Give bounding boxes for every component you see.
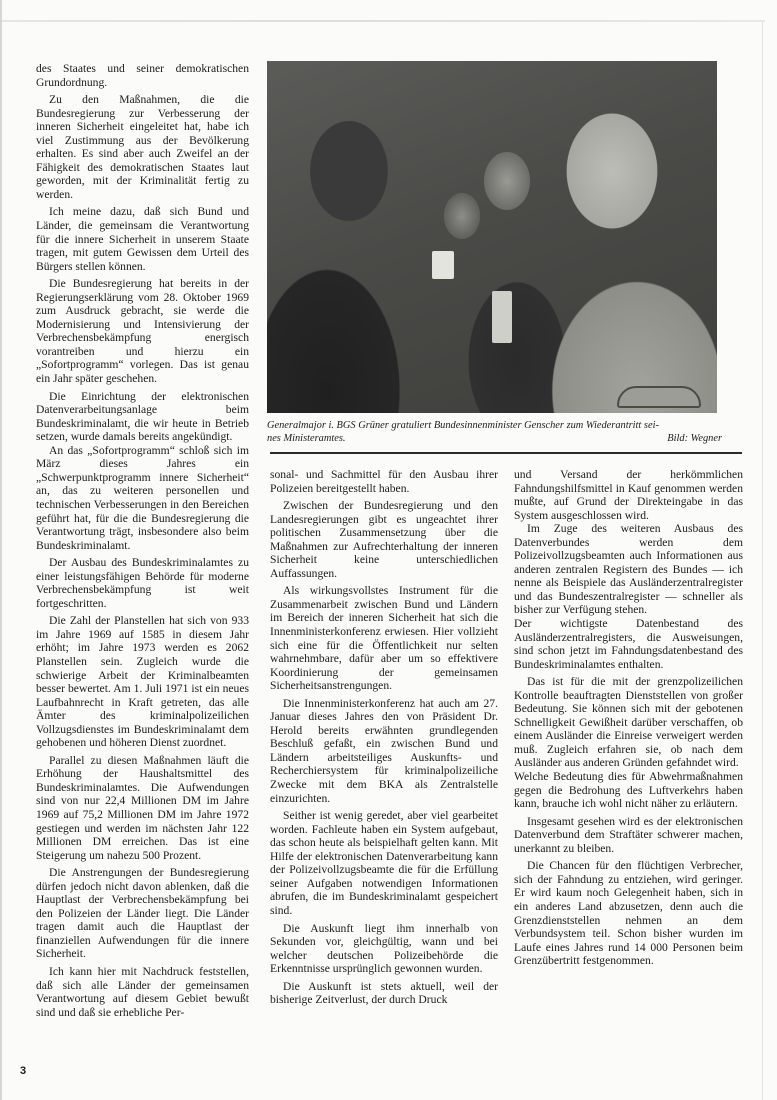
- column-middle: [270, 468, 498, 1011]
- paragraph: Die Bundesregierung hat bereits in der Regierungserklärung vom 28. Oktober 1969 zum Ausdruck gebracht, sie werde die Modernisierung und Intensivierung der Verbrechensbekämpfung energisch vorantreiben und hierzu ein „Sofortprogramm“ vorlegen. Das ist genau ein Jahr später geschehen.: [36, 277, 249, 386]
- paragraph: Die Anstrengungen der Bundesregierung dürfen jedoch nicht davon ablenken, daß die Hauptlast der Verbrechensbekämpfung bei den Polizeien der Länder liegt. Die Länder tragen damit auch die Hauptlast der finanziellen Aufwendungen für die innere Sicherheit.: [36, 866, 249, 961]
- page-left-edge: [0, 0, 2, 1100]
- paragraph: Welche Bedeutung dies für Abwehrmaßnahmen gegen die Bedrohung des Luftverkehrs haben kann, brauche ich wohl nicht näher zu erläutern.: [514, 770, 743, 811]
- paragraph: Der Ausbau des Bundeskriminalamtes zu einer leistungsfähigen Behörde für moderne Verbrechensbekämpfung ist weit fortgeschritten.: [36, 556, 249, 610]
- paragraph: Die Chancen für den flüchtigen Verbrecher, sich der Fahndung zu entziehen, wird geringer. Er wird kaum noch Gelegenheit haben, sich in ein anderes Land abzusetzen, denn auch die Grenzdienststellen nehmen an dem Verbundsystem teil. Schon bisher wurden im Laufe eines Jahres rund 14 000 Personen beim Grenzübertritt festgenommen.: [514, 859, 743, 968]
- paragraph: sonal- und Sachmittel für den Ausbau ihrer Polizeien bereitgestellt haben.: [270, 468, 498, 495]
- photo-caption: [267, 420, 722, 445]
- paragraph: Die Innenministerkonferenz hat auch am 27. Januar dieses Jahres den von Präsident Dr. Herold bereits erwähnten grundlegenden Beschluß gefaßt, ein zwischen Bund und Ländern arbeitsteiliges Auskunfts- und Recherchiersystem für kriminalpolizeiliche Zwecke mit dem BKA als Zentralstelle einzurichten.: [270, 696, 498, 805]
- paragraph: Die Einrichtung der elektronischen Datenverarbeitungsanlage beim Bundeskriminalamt, die wir heute in Betrieb setzen, wurde damals bereits angekündigt.: [36, 389, 249, 444]
- beer-glass-right: [492, 291, 512, 343]
- paragraph: Zwischen der Bundesregierung und den Landesregierungen gibt es ungeachtet ihrer politischen Zusammensetzung über die Maßnahmen zur Aufrechterhaltung der inneren Sicherheit keine unterschiedlichen Auffassungen.: [270, 499, 498, 580]
- horizontal-divider: [270, 452, 742, 454]
- caption-line-2: nes Ministeramtes.: [267, 432, 346, 444]
- caption-line-1: Generalmajor i. BGS Grüner gratuliert Bundesinnenminister Genscher zum Wiederantritt sei-: [267, 420, 659, 431]
- beer-glass-left: [432, 251, 454, 279]
- paragraph: Seither ist wenig geredet, aber viel gearbeitet worden. Fachleute haben ein System aufgebaut, das schon heute als beispielhaft gelten kann. Mit Hilfe der elektronischen Datenverarbeitung kann der Polizeivollzugsbeamte die für die Erfüllung seiner Aufgaben notwendigen Informationen abrufen, die im Bundeskriminalamt gespeichert sind.: [270, 809, 498, 917]
- page-top-edge: [0, 20, 765, 22]
- paragraph: Der wichtigste Datenbestand des Ausländerzentralregisters, die Ausweisungen, sind schon jetzt im Fahndungsdatenbestand des Bundeskriminalamtes enthalten.: [514, 617, 743, 671]
- column-left: [36, 62, 249, 1023]
- paragraph: des Staates und seiner demokratischen Grundordnung.: [36, 62, 249, 89]
- paragraph: Im Zuge des weiteren Ausbaus des Datenverbundes werden dem Polizeivollzugsbeamten auch Informationen aus anderen zentralen Registern des Bundes — ich nenne als Beispiele das Ausländerzentralregister und das Bundeszentralregister — schneller als bisher zur Verfügung stehen.: [514, 522, 743, 617]
- uniform-shoulder-badge: [617, 386, 701, 408]
- paragraph: An das „Sofortprogramm“ schloß sich im März dieses Jahres ein „Schwerpunktprogramm innere Sicherheit“ an, das zu weiteren personellen und technischen Verbesserungen in den Bereichen geführt hat, für die die Bundesregierung die Verantwortung trägt, insbesondere also beim Bundeskriminalamt.: [36, 443, 249, 552]
- paragraph: und Versand der herkömmlichen Fahndungshilfsmittel in Kauf genommen werden mußte, auf Grund der Direkteingabe in das System ausgeschlossen wird.: [514, 468, 743, 522]
- paragraph: Parallel zu diesen Maßnahmen läuft die Erhöhung der Haushaltsmittel des Bundeskriminalamtes. Die Aufwendungen sind von nur 22,4 Millionen DM im Jahre 1969 auf 75,2 Millionen DM im Jahre 1972 gestiegen und werden im nächsten Jahr 122 Millionen DM erreichen. Das ist eine Steigerung um nahezu 500 Prozent.: [36, 753, 249, 862]
- paragraph: Die Auskunft ist stets aktuell, weil der bisherige Zeitverlust, der durch Druck: [270, 979, 498, 1007]
- paragraph: Insgesamt gesehen wird es der elektronischen Datenverbund dem Straftäter schwerer machen, unerkannt zu bleiben.: [514, 814, 743, 855]
- paragraph: Das ist für die mit der grenzpolizeilichen Kontrolle beauftragten Dienststellen von großer Bedeutung. Sie können sich mit der gebotenen Schnelligkeit Gewißheit darüber verschaffen, ob einem Ausländer die Einreise verweigert werden muß. Zugleich erfahren sie, ob nach dem Ausländer aus anderen Gründen gefahndet wird.: [514, 675, 743, 770]
- paragraph: Zu den Maßnahmen, die die Bundesregierung zur Verbesserung der inneren Sicherheit eingeleitet hat, habe ich viel Zustimmung aus der Bevölkerung erhalten. Es sind aber auch Zweifel an der Fähigkeit des demokratischen Staates laut geworden, mit der Kriminalität fertig zu werden.: [36, 93, 249, 201]
- photo-credit: Bild: Wegner: [667, 432, 722, 444]
- column-right: [514, 468, 743, 972]
- photograph: [267, 61, 717, 413]
- page-right-edge: [762, 22, 763, 1100]
- paragraph: Ich meine dazu, daß sich Bund und Länder, die gemeinsam die Verantwortung für die innere Sicherheit in unserem Staate tragen, mit gutem Gewissen dem Urteil des Bürgers stellen können.: [36, 205, 249, 273]
- paragraph: Die Auskunft liegt ihm innerhalb von Sekunden vor, gleichgültig, wann und bei welcher deutschen Polizeibehörde die Erkenntnisse ursprünglich gewonnen wurden.: [270, 921, 498, 976]
- paragraph: Als wirkungsvollstes Instrument für die Zusammenarbeit zwischen Bund und Ländern im Bereich der inneren Sicherheit hat sich die Innenministerkonferenz erwiesen. Hier vollzieht sich eine für die Öffentlichkeit nur selten wahrnehmbare, dafür aber um so effektivere Koordinierung der gemeinsamen Sicherheitsanstrengungen.: [270, 584, 498, 693]
- paragraph: Ich kann hier mit Nachdruck feststellen, daß sich alle Länder der gemeinsamen Verantwortung auf diesem Gebiet bewußt sind und daß sie erhebliche Per-: [36, 965, 249, 1019]
- paragraph: Die Zahl der Planstellen hat sich von 933 im Jahre 1969 auf 1585 in diesem Jahr erhöht; im Jahre 1973 werden es 2062 Planstellen sein. Zugleich wurde die schwierige Arbeit der Kriminalbeamten besser bewertet. Am 1. Juli 1971 ist ein neues Laufbahnrecht in Kraft getreten, das alle Ämter des kriminalpolizeilichen Vollzugsdienstes im Bundeskriminalamt dem gehobenen und höheren Dienst zuordnet.: [36, 614, 249, 750]
- page-number: 3: [20, 1065, 27, 1077]
